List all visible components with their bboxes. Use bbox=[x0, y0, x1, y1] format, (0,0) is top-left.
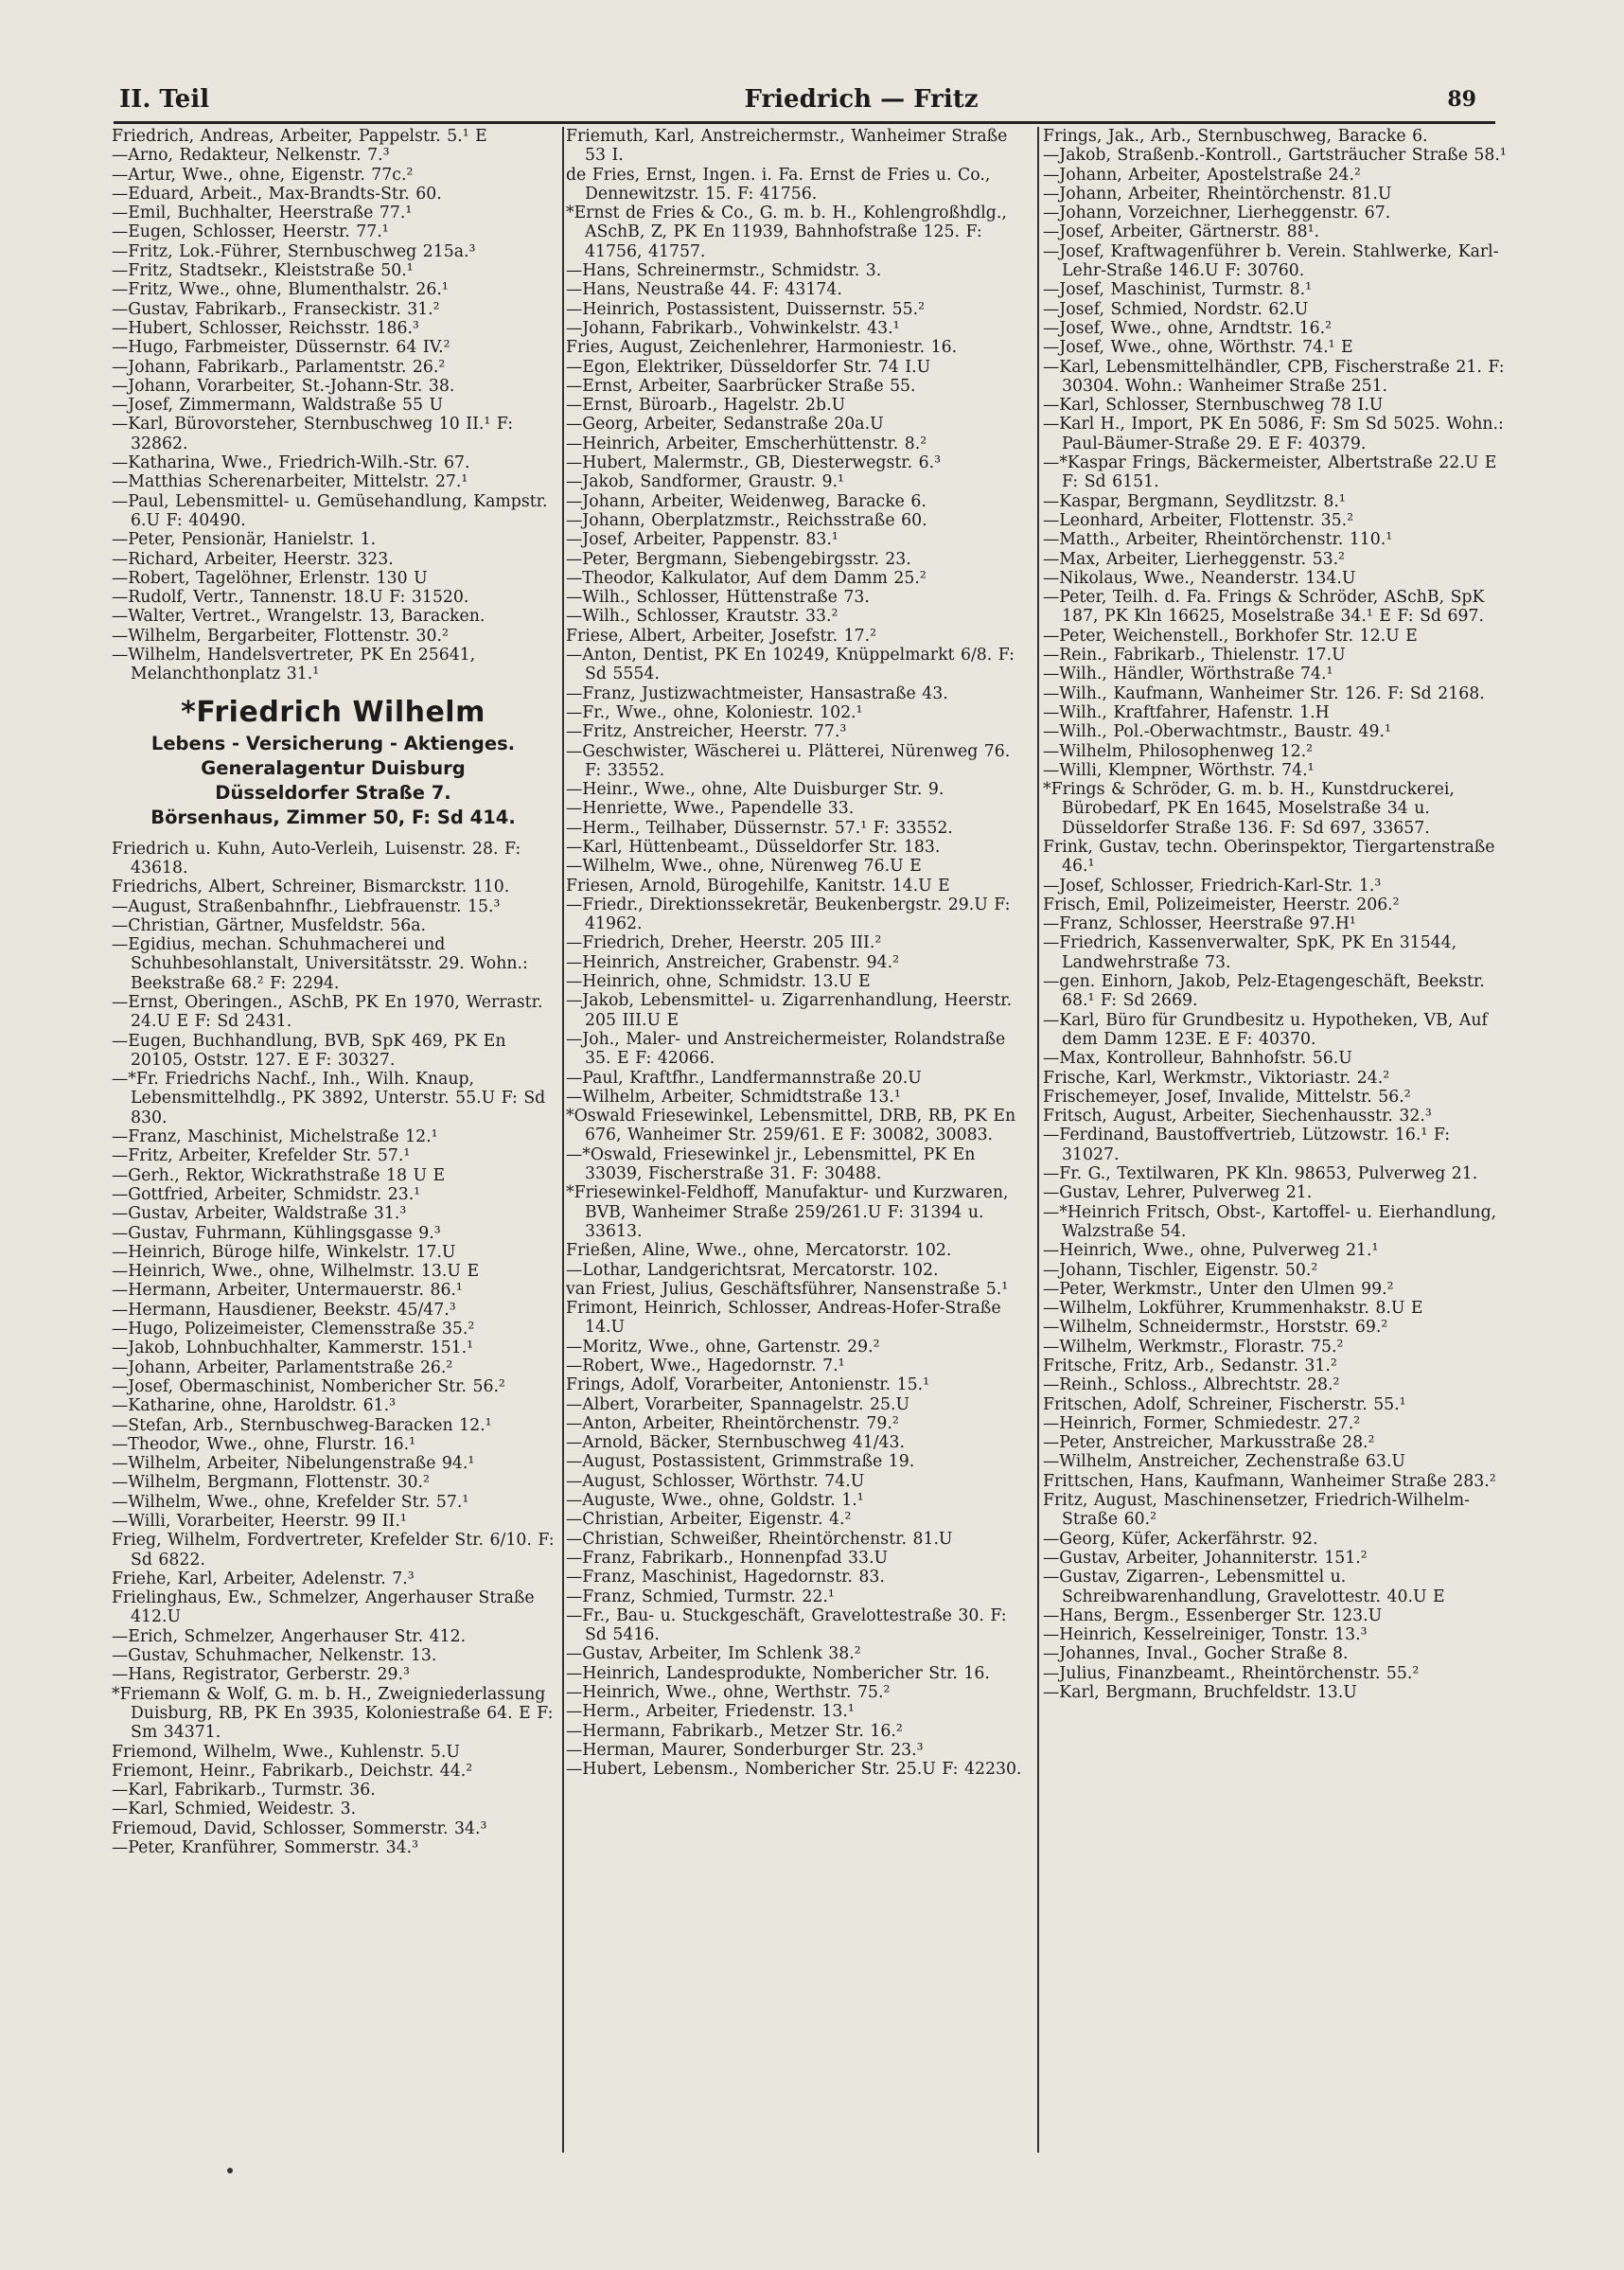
directory-entry: Friemoud, David, Schlosser, Sommerstr. 34.³ bbox=[112, 1818, 487, 1838]
directory-entry: —Johann, Arbeiter, Parlamentstraße 26.² bbox=[112, 1357, 453, 1377]
directory-entry: —Franz, Maschinist, Michelstraße 12.¹ bbox=[112, 1127, 438, 1147]
ad-line: Börsenhaus, Zimmer 50, F: Sd 414. bbox=[150, 806, 516, 828]
directory-entry: —Franz, Schmied, Turmstr. 22.¹ bbox=[566, 1587, 835, 1606]
directory-entry: van Friest, Julius, Geschäftsführer, Nansenstraße 5.¹ bbox=[566, 1279, 1009, 1299]
directory-entry: —Wilhelm, Arbeiter, Schmidtstraße 13.¹ bbox=[566, 1087, 901, 1107]
directory-entry: —Heinrich, Anstreicher, Grabenstr. 94.² bbox=[566, 952, 899, 972]
directory-entry: —Karl, Bürovorsteher, Sternbuschweg 10 II.¹ F: 32862. bbox=[112, 415, 514, 453]
directory-entry: —Friedrich, Kassenverwalter, SpK, PK En 31544, Landwehrstraße 73. bbox=[1043, 933, 1457, 972]
entry-list bbox=[112, 127, 555, 684]
directory-entry: —Reinh., Schloss., Albrechtstr. 28.² bbox=[1043, 1375, 1340, 1395]
directory-entry: —Josef, Wwe., ohne, Wörthstr. 74.¹ E bbox=[1043, 338, 1353, 358]
directory-entry: —Johann, Fabrikarb., Parlamentstr. 26.² bbox=[112, 357, 446, 377]
directory-entry: Fritschen, Adolf, Schreiner, Fischerstr. 55.¹ bbox=[1043, 1394, 1406, 1414]
directory-entry: —Joh., Maler- und Anstreichermeister, Rolandstraße 35. E F: 42066. bbox=[566, 1029, 1006, 1069]
directory-entry: —Gottfried, Arbeiter, Schmidstr. 23.¹ bbox=[112, 1184, 421, 1204]
directory-entry: —Matthias Scherenarbeiter, Mittelstr. 27.¹ bbox=[112, 472, 468, 492]
directory-entry: —Peter, Kranführer, Sommerstr. 34.³ bbox=[112, 1838, 419, 1858]
directory-entry: —Herm., Teilhaber, Düssernstr. 57.¹ F: 33552. bbox=[566, 818, 953, 838]
directory-entry: —Johann, Arbeiter, Rheintörchenstr. 81.U bbox=[1043, 184, 1392, 204]
directory-entry: —Fr., Wwe., ohne, Koloniestr. 102.¹ bbox=[566, 702, 863, 722]
directory-columns bbox=[112, 127, 1512, 2238]
directory-entry: Fries, August, Zeichenlehrer, Harmoniestr. 16. bbox=[566, 338, 958, 358]
directory-entry: —Wilhelm, Bergarbeiter, Flottenstr. 30.² bbox=[112, 626, 449, 646]
directory-entry: Frischemeyer, Josef, Invalide, Mittelstr. 56.² bbox=[1043, 1087, 1411, 1107]
directory-entry: —Peter, Bergmann, Siebengebirgsstr. 23. bbox=[566, 549, 911, 569]
directory-entry: —Wilhelm, Wwe., ohne, Nürenweg 76.U E bbox=[566, 857, 922, 877]
directory-entry: —Josef, Zimmermann, Waldstraße 55 U bbox=[112, 396, 444, 416]
directory-entry: —Peter, Teilh. d. Fa. Frings & Schröder, ASchB, SpK 187, PK Kln 16625, Moselstraße 34.¹ E F: Sd 697. bbox=[1043, 588, 1485, 627]
directory-entry: —Walter, Vertret., Wrangelstr. 13, Baracken. bbox=[112, 607, 485, 627]
directory-entry: —Ernst, Arbeiter, Saarbrücker Straße 55. bbox=[566, 376, 916, 396]
directory-entry: —Geschwister, Wäscherei u. Plätterei, Nürenweg 76. F: 33552. bbox=[566, 741, 1011, 780]
directory-entry: —Wilhelm, Schneidermstr., Horststr. 69.² bbox=[1043, 1318, 1388, 1338]
directory-entry: Frings, Adolf, Vorarbeiter, Antonienstr. 15.¹ bbox=[566, 1375, 930, 1395]
directory-entry: —Hugo, Farbmeister, Düssernstr. 64 IV.² bbox=[112, 338, 450, 358]
directory-entry: —Josef, Wwe., ohne, Arndtstr. 16.² bbox=[1043, 318, 1333, 338]
directory-entry: —Josef, Maschinist, Turmstr. 8.¹ bbox=[1043, 280, 1313, 300]
directory-entry: Frisch, Emil, Polizeimeister, Heerstr. 206.² bbox=[1043, 895, 1400, 914]
directory-entry: —Hermann, Fabrikarb., Metzer Str. 16.² bbox=[566, 1721, 903, 1741]
directory-entry: —Wilhelm, Handelsvertreter, PK En 25641, Melanchthonplatz 31.¹ bbox=[112, 646, 476, 684]
directory-entry: —Hans, Registrator, Gerberstr. 29.³ bbox=[112, 1665, 410, 1685]
directory-entry: —Willi, Klempner, Wörthstr. 74.¹ bbox=[1043, 760, 1315, 780]
ad-title: *Friedrich Wilhelm bbox=[181, 695, 485, 729]
directory-entry: Friemont, Heinr., Fabrikarb., Deichstr. 44.² bbox=[112, 1761, 473, 1781]
directory-entry: —Katharina, Wwe., Friedrich-Wilh.-Str. 67. bbox=[112, 453, 470, 473]
directory-entry: —Peter, Anstreicher, Markusstraße 28.² bbox=[1043, 1433, 1375, 1453]
directory-entry: —Friedr., Direktionssekretär, Beukenbergstr. 29.U F: 41962. bbox=[566, 895, 1011, 934]
directory-entry: Frische, Karl, Werkmstr., Viktoriastr. 24.² bbox=[1043, 1068, 1390, 1088]
directory-entry: —August, Straßenbahnfhr., Liebfrauenstr. 15.³ bbox=[112, 896, 501, 916]
directory-entry: —Eugen, Schlosser, Heerstr. 77.¹ bbox=[112, 222, 389, 242]
directory-entry: —Heinrich, Wwe., ohne, Wilhelmstr. 13.U E bbox=[112, 1262, 480, 1282]
directory-entry: —Heinrich, Wwe., ohne, Werthstr. 75.² bbox=[566, 1683, 891, 1703]
directory-entry: —Peter, Pensionär, Hanielstr. 1. bbox=[112, 530, 377, 550]
directory-entry: —Rudolf, Vertr., Tannenstr. 18.U F: 31520. bbox=[112, 588, 469, 608]
directory-entry: —Johann, Vorzeichner, Lierheggenstr. 67. bbox=[1043, 204, 1391, 223]
directory-entry: Fritsche, Fritz, Arb., Sedanstr. 31.² bbox=[1043, 1357, 1337, 1375]
directory-entry: —Hans, Neustraße 44. F: 43174. bbox=[566, 280, 842, 300]
directory-entry: —Hermann, Arbeiter, Untermauerstr. 86.¹ bbox=[112, 1281, 463, 1301]
directory-entry: —Heinrich, Wwe., ohne, Pulverweg 21.¹ bbox=[1043, 1241, 1379, 1261]
directory-entry: *Friemann & Wolf, G. m. b. H., Zweigniederlassung Duisburg, RB, PK En 3935, Koloniestraße 64. E F: Sm 34371. bbox=[112, 1684, 554, 1743]
directory-entry: —Matth., Arbeiter, Rheintörchenstr. 110.¹ bbox=[1043, 530, 1393, 550]
directory-entry: —Karl, Fabrikarb., Turmstr. 36. bbox=[112, 1781, 376, 1800]
directory-entry: —Johannes, Inval., Gocher Straße 8. bbox=[1043, 1644, 1349, 1664]
directory-entry: —Egidius, mechan. Schuhmacherei und Schuhbesohlanstalt, Universitätsstr. 29. Wohn.: Beekstraße 68.² F: 2294. bbox=[112, 935, 528, 993]
column-right bbox=[1043, 127, 1512, 2238]
directory-entry: —gen. Einhorn, Jakob, Pelz-Etagengeschäft, Beekstr. 68.¹ F: Sd 2669. bbox=[1043, 972, 1485, 1011]
directory-entry: —Christian, Arbeiter, Eigenstr. 4.² bbox=[566, 1510, 852, 1530]
directory-entry: —Peter, Weichenstell., Borkhofer Str. 12.U E bbox=[1043, 626, 1418, 646]
directory-entry: Frießen, Aline, Wwe., ohne, Mercatorstr. 102. bbox=[566, 1241, 952, 1261]
directory-entry: —Friedrich, Dreher, Heerstr. 205 III.² bbox=[566, 933, 882, 953]
directory-entry: —Fritz, Stadtsekr., Kleiststraße 50.¹ bbox=[112, 261, 414, 281]
directory-entry: —Herm., Arbeiter, Friedenstr. 13.¹ bbox=[566, 1702, 855, 1722]
directory-entry: Frielinghaus, Ew., Schmelzer, Angerhauser Straße 412.U bbox=[112, 1588, 535, 1627]
directory-entry: —Christian, Gärtner, Musfeldstr. 56a. bbox=[112, 915, 427, 935]
column-middle bbox=[566, 127, 1028, 2238]
directory-entry: —Fr. G., Textilwaren, PK Kln. 98653, Pulverweg 21. bbox=[1043, 1164, 1478, 1184]
directory-entry: —Fritz, Anstreicher, Heerstr. 77.³ bbox=[566, 722, 847, 742]
directory-entry: —Christian, Schweißer, Rheintörchenstr. 81.U bbox=[566, 1529, 953, 1549]
directory-entry: *Ernst de Fries & Co., G. m. b. H., Kohlengroßhdlg., ASchB, Z, PK En 11939, Bahnhofstraße 125. F: 41756, 41757. bbox=[566, 204, 1007, 261]
directory-entry: —Theodor, Wwe., ohne, Flurstr. 16.¹ bbox=[112, 1434, 416, 1454]
directory-entry: —Wilh., Pol.-Oberwachtmstr., Baustr. 49.¹ bbox=[1043, 722, 1391, 742]
directory-entry: Friedrich, Andreas, Arbeiter, Pappelstr. 5.¹ E bbox=[112, 127, 487, 146]
directory-entry: Friedrichs, Albert, Schreiner, Bismarckstr. 110. bbox=[112, 878, 510, 897]
directory-entry: —August, Postassistent, Grimmstraße 19. bbox=[566, 1452, 915, 1472]
directory-entry: —*Kaspar Frings, Bäckermeister, Albertstraße 22.U E F: Sd 6151. bbox=[1043, 453, 1497, 492]
directory-entry: —Hans, Bergm., Essenberger Str. 123.U bbox=[1043, 1605, 1383, 1625]
directory-entry: —Franz, Justizwachtmeister, Hansastraße 43. bbox=[566, 683, 948, 703]
directory-entry: —Albert, Vorarbeiter, Spannagelstr. 25.U bbox=[566, 1394, 910, 1414]
ad-line: Düsseldorfer Straße 7. bbox=[215, 781, 451, 804]
directory-entry: —Gustav, Lehrer, Pulverweg 21. bbox=[1043, 1183, 1313, 1203]
directory-entry: —Ernst, Büroarb., Hagelstr. 2b.U bbox=[566, 396, 846, 416]
column-left bbox=[112, 127, 555, 2238]
directory-entry: —Karl, Büro für Grundbesitz u. Hypotheken, VB, Auf dem Damm 123E. E F: 40370. bbox=[1043, 1010, 1488, 1049]
directory-entry: *Frings & Schröder, G. m. b. H., Kunstdruckerei, Bürobedarf, PK En 1645, Moselstraße 34 u. Düsseldorfer Straße 136. F: Sd 697, 33657. bbox=[1043, 780, 1455, 838]
directory-entry: —*Oswald, Friesewinkel jr., Lebensmittel, PK En 33039, Fischerstraße 31. F: 30488. bbox=[566, 1144, 976, 1184]
entry-list bbox=[112, 840, 555, 1858]
directory-entry: —Nikolaus, Wwe., Neanderstr. 134.U bbox=[1043, 568, 1356, 588]
directory-entry: —Heinr., Wwe., ohne, Alte Duisburger Str. 9. bbox=[566, 780, 944, 800]
directory-entry: —*Fr. Friedrichs Nachf., Inh., Wilh. Knaup, Lebensmittelhdlg., PK 3892, Unterstr. 55.U F: Sd 830. bbox=[112, 1070, 546, 1127]
ad-line: Lebens - Versicherung - Aktienges. bbox=[150, 732, 516, 754]
directory-entry: —Wilhelm, Arbeiter, Nibelungenstraße 94.¹ bbox=[112, 1454, 475, 1474]
directory-entry: —Ernst, Oberingen., ASchB, PK En 1970, Werrastr. 24.U E F: Sd 2431. bbox=[112, 992, 543, 1032]
directory-entry: —Wilhelm, Philosophenweg 12.² bbox=[1043, 741, 1314, 761]
page-header bbox=[114, 83, 1495, 124]
directory-entry: —Johann, Arbeiter, Apostelstraße 24.² bbox=[1043, 165, 1361, 185]
directory-entry: —Gustav, Arbeiter, Johanniterstr. 151.² bbox=[1043, 1548, 1368, 1568]
directory-entry: —Hubert, Malermstr., GB, Diesterwegstr. 6.³ bbox=[566, 453, 942, 473]
directory-entry: —Fritz, Wwe., ohne, Blumenthalstr. 26.¹ bbox=[112, 280, 449, 300]
directory-entry: —Heinrich, Postassistent, Duissernstr. 55.² bbox=[566, 299, 926, 319]
directory-entry: —Paul, Kraftfhr., Landfermannstraße 20.U bbox=[566, 1068, 922, 1088]
ink-dot bbox=[227, 2168, 233, 2173]
directory-entry: —Josef, Kraftwagenführer b. Verein. Stahlwerke, Karl-Lehr-Straße 146.U F: 30760. bbox=[1043, 241, 1499, 281]
directory-entry: —Eduard, Arbeit., Max-Brandts-Str. 60. bbox=[112, 184, 442, 204]
directory-entry: —Johann, Tischler, Eigenstr. 50.² bbox=[1043, 1260, 1318, 1280]
directory-entry: —Jakob, Lebensmittel- u. Zigarrenhandlung, Heerstr. 205 III.U E bbox=[566, 991, 1013, 1030]
directory-entry: —Wilh., Händler, Wörthstraße 74.¹ bbox=[1043, 665, 1333, 684]
directory-entry: —Josef, Arbeiter, Gärtnerstr. 88¹. bbox=[1043, 222, 1320, 242]
directory-entry: Frittschen, Hans, Kaufmann, Wanheimer Straße 283.² bbox=[1043, 1471, 1496, 1491]
directory-entry: —Max, Kontrolleur, Bahnhofstr. 56.U bbox=[1043, 1049, 1352, 1069]
page-number: 89 bbox=[1447, 87, 1476, 112]
directory-entry: —Erich, Schmelzer, Angerhauser Str. 412. bbox=[112, 1626, 467, 1646]
directory-entry: —Wilh., Schlosser, Hüttenstraße 73. bbox=[566, 588, 870, 608]
directory-entry: —Auguste, Wwe., ohne, Goldstr. 1.¹ bbox=[566, 1491, 864, 1511]
directory-entry: Friedrich u. Kuhn, Auto-Verleih, Luisenstr. 28. F: 43618. bbox=[112, 839, 521, 878]
directory-entry: —Lothar, Landgerichtsrat, Mercatorstr. 102. bbox=[566, 1260, 939, 1280]
directory-entry: —Karl H., Import, PK En 5086, F: Sm Sd 5025. Wohn.: Paul-Bäumer-Straße 29. E F: 40379. bbox=[1043, 415, 1504, 453]
directory-entry: —Gustav, Fuhrmann, Kühlingsgasse 9.³ bbox=[112, 1223, 441, 1243]
directory-entry: —Hugo, Polizeimeister, Clemensstraße 35.² bbox=[112, 1320, 475, 1339]
directory-entry: —Emil, Buchhalter, Heerstraße 77.¹ bbox=[112, 204, 413, 223]
directory-entry: —Karl, Lebensmittelhändler, CPB, Fischerstraße 21. F: 30304. Wohn.: Wanheimer Straße 251. bbox=[1043, 357, 1505, 396]
directory-entry: —Eugen, Buchhandlung, BVB, SpK 469, PK En 20105, Oststr. 127. E F: 30327. bbox=[112, 1031, 506, 1070]
directory-entry: Frink, Gustav, techn. Oberinspektor, Tiergartenstraße 46.¹ bbox=[1043, 837, 1495, 877]
directory-entry: —Johann, Oberplatzmstr., Reichsstraße 60. bbox=[566, 510, 927, 530]
directory-entry: —Gustav, Zigarren-, Lebensmittel u. Schreibwarenhandlung, Gravelottestr. 40.U E bbox=[1043, 1568, 1445, 1606]
directory-entry: *Friesewinkel-Feldhoff, Manufaktur- und Kurzwaren, BVB, Wanheimer Straße 259/261.U F: 31394 u. 33613. bbox=[566, 1183, 1009, 1241]
directory-entry: —Fritz, Arbeiter, Krefelder Str. 57.¹ bbox=[112, 1146, 411, 1166]
directory-entry: —Wilhelm, Lokführer, Krummenhakstr. 8.U E bbox=[1043, 1299, 1423, 1319]
directory-entry: —Franz, Schlosser, Heerstraße 97.H¹ bbox=[1043, 914, 1356, 934]
directory-entry: —*Heinrich Fritsch, Obst-, Kartoffel- u. Eierhandlung, Walzstraße 54. bbox=[1043, 1202, 1497, 1241]
directory-entry: —Stefan, Arb., Sternbuschweg-Baracken 12.¹ bbox=[112, 1415, 492, 1435]
directory-entry: —Max, Arbeiter, Lierheggenstr. 53.² bbox=[1043, 549, 1345, 569]
directory-entry: —Gustav, Schuhmacher, Nelkenstr. 13. bbox=[112, 1646, 437, 1666]
directory-entry: —Hubert, Lebensm., Nombericher Str. 25.U F: 42230. bbox=[566, 1760, 1022, 1780]
directory-entry: —August, Schlosser, Wörthstr. 74.U bbox=[566, 1471, 865, 1491]
directory-entry: —Fr., Bau- u. Stuckgeschäft, Gravelottestraße 30. F: Sd 5416. bbox=[566, 1605, 1007, 1645]
directory-entry: —Hans, Schreinermstr., Schmidstr. 3. bbox=[566, 261, 882, 281]
directory-entry: Friehe, Karl, Arbeiter, Adelenstr. 7.³ bbox=[112, 1569, 415, 1588]
directory-entry: —Josef, Arbeiter, Pappenstr. 83.¹ bbox=[566, 530, 838, 550]
directory-entry: —Hubert, Schlosser, Reichsstr. 186.³ bbox=[112, 318, 419, 338]
directory-entry: —Georg, Küfer, Ackerfährstr. 92. bbox=[1043, 1529, 1318, 1549]
directory-entry: —Katharine, ohne, Haroldstr. 61.³ bbox=[112, 1396, 397, 1416]
directory-entry: —Franz, Fabrikarb., Honnenpfad 33.U bbox=[566, 1548, 889, 1568]
directory-entry: —Wilhelm, Anstreicher, Zechenstraße 63.U bbox=[1043, 1452, 1405, 1472]
directory-entry: —Rein., Fabrikarb., Thielenstr. 17.U bbox=[1043, 646, 1346, 665]
directory-entry: —Henriette, Wwe., Papendelle 33. bbox=[566, 799, 855, 819]
directory-entry: —Kaspar, Bergmann, Seydlitzstr. 8.¹ bbox=[1043, 491, 1346, 511]
directory-entry: —Theodor, Kalkulator, Auf dem Damm 25.² bbox=[566, 568, 927, 588]
directory-entry: Frings, Jak., Arb., Sternbuschweg, Baracke 6. bbox=[1043, 127, 1428, 146]
directory-entry: —Gerh., Rektor, Wickrathstraße 18 U E bbox=[112, 1165, 446, 1185]
directory-entry: —Wilhelm, Wwe., ohne, Krefelder Str. 57.¹ bbox=[112, 1492, 469, 1512]
directory-entry: —Richard, Arbeiter, Heerstr. 323. bbox=[112, 549, 394, 569]
directory-entry: —Josef, Schlosser, Friedrich-Karl-Str. 1.³ bbox=[1043, 876, 1382, 896]
directory-entry: —Peter, Werkmstr., Unter den Ulmen 99.² bbox=[1043, 1279, 1394, 1299]
directory-entry: de Fries, Ernst, Ingen. i. Fa. Ernst de Fries u. Co., Dennewitzstr. 15. F: 41756. bbox=[566, 165, 991, 204]
directory-entry: —Willi, Vorarbeiter, Heerstr. 99 II.¹ bbox=[112, 1512, 407, 1531]
section-label: II. Teil bbox=[119, 85, 210, 114]
directory-entry: —Leonhard, Arbeiter, Flottenstr. 35.² bbox=[1043, 510, 1354, 530]
directory-entry: —Heinrich, Kesselreiniger, Tonstr. 13.³ bbox=[1043, 1625, 1368, 1645]
directory-entry: Friemuth, Karl, Anstreichermstr., Wanheimer Straße 53 I. bbox=[566, 127, 1008, 166]
directory-entry: Frieg, Wilhelm, Fordvertreter, Krefelder Str. 6/10. F: Sd 6822. bbox=[112, 1531, 555, 1569]
directory-entry: —Johann, Fabrikarb., Vohwinkelstr. 43.¹ bbox=[566, 318, 900, 338]
directory-entry: —Moritz, Wwe., ohne, Gartenstr. 29.² bbox=[566, 1337, 880, 1357]
directory-entry: —Karl, Schmied, Weidestr. 3. bbox=[112, 1800, 357, 1819]
directory-entry: —Heinrich, Arbeiter, Emscherhüttenstr. 8.² bbox=[566, 434, 927, 453]
directory-entry: —Gustav, Fabrikarb., Franseckistr. 31.² bbox=[112, 299, 440, 319]
directory-entry: —Heinrich, Former, Schmiedestr. 27.² bbox=[1043, 1413, 1361, 1433]
directory-entry: —Johann, Vorarbeiter, St.-Johann-Str. 38. bbox=[112, 376, 455, 396]
running-title: Friedrich — Fritz bbox=[744, 85, 979, 114]
directory-entry: —Wilhelm, Werkmstr., Florastr. 75.² bbox=[1043, 1337, 1344, 1357]
directory-entry: —Franz, Maschinist, Hagedornstr. 83. bbox=[566, 1568, 885, 1587]
directory-entry: —Hermann, Hausdiener, Beekstr. 45/47.³ bbox=[112, 1300, 456, 1320]
directory-entry: —Heinrich, Landesprodukte, Nombericher Str. 16. bbox=[566, 1663, 990, 1683]
directory-entry: Friemond, Wilhelm, Wwe., Kuhlenstr. 5.U bbox=[112, 1742, 460, 1762]
directory-entry: —Josef, Obermaschinist, Nombericher Str. 56.² bbox=[112, 1376, 505, 1396]
directory-entry: —Arnold, Bäcker, Sternbuschweg 41/43. bbox=[566, 1433, 905, 1453]
directory-entry: Frimont, Heinrich, Schlosser, Andreas-Hofer-Straße 14.U bbox=[566, 1299, 1001, 1338]
directory-entry: —Gustav, Arbeiter, Im Schlenk 38.² bbox=[566, 1644, 861, 1664]
directory-entry: —Paul, Lebensmittel- u. Gemüsehandlung, Kampstr. 6.U F: 40490. bbox=[112, 491, 548, 530]
directory-entry: —Wilh., Kraftfahrer, Hafenstr. 1.H bbox=[1043, 702, 1330, 722]
directory-entry: —Jakob, Straßenb.-Kontroll., Gartsträucher Straße 58.¹ bbox=[1043, 146, 1507, 166]
directory-entry: —Johann, Arbeiter, Weidenweg, Baracke 6. bbox=[566, 491, 927, 511]
directory-entry: —Ferdinand, Baustoffvertrieb, Lützowstr. 16.¹ F: 31027. bbox=[1043, 1126, 1451, 1164]
directory-entry: —Josef, Schmied, Nordstr. 62.U bbox=[1043, 299, 1309, 319]
directory-entry: Fritz, August, Maschinensetzer, Friedrich-Wilhelm-Straße 60.² bbox=[1043, 1491, 1471, 1530]
directory-entry: —Jakob, Lohnbuchhalter, Kammerstr. 151.¹ bbox=[112, 1339, 474, 1358]
directory-entry: —Karl, Schlosser, Sternbuschweg 78 I.U bbox=[1043, 396, 1384, 416]
directory-entry: —Jakob, Sandformer, Graustr. 9.¹ bbox=[566, 472, 844, 492]
directory-entry: —Egon, Elektriker, Düsseldorfer Str. 74 I.U bbox=[566, 357, 931, 377]
directory-entry: —Fritz, Lok.-Führer, Sternbuschweg 215a.³ bbox=[112, 241, 476, 261]
directory-entry: —Karl, Bergmann, Bruchfeldstr. 13.U bbox=[1043, 1683, 1357, 1703]
directory-entry: —Robert, Wwe., Hagedornstr. 7.¹ bbox=[566, 1357, 845, 1375]
directory-entry: —Heinrich, ohne, Schmidstr. 13.U E bbox=[566, 972, 871, 992]
directory-entry: —Gustav, Arbeiter, Waldstraße 31.³ bbox=[112, 1204, 407, 1224]
directory-entry: —Wilhelm, Bergmann, Flottenstr. 30.² bbox=[112, 1473, 430, 1493]
directory-entry: —Artur, Wwe., ohne, Eigenstr. 77c.² bbox=[112, 165, 414, 185]
directory-entry: —Anton, Arbeiter, Rheintörchenstr. 79.² bbox=[566, 1413, 899, 1433]
advertisement-box bbox=[112, 694, 555, 830]
ad-line: Generalagentur Duisburg bbox=[201, 756, 466, 779]
directory-entry: —Arno, Redakteur, Nelkenstr. 7.³ bbox=[112, 146, 390, 166]
directory-entry: —Georg, Arbeiter, Sedanstraße 20a.U bbox=[566, 415, 884, 434]
directory-entry: *Oswald Friesewinkel, Lebensmittel, DRB, RB, PK En 676, Wanheimer Str. 259/61. E F: 30082, 30083. bbox=[566, 1107, 1016, 1145]
directory-entry: —Wilh., Kaufmann, Wanheimer Str. 126. F: Sd 2168. bbox=[1043, 683, 1485, 703]
directory-entry: Fritsch, August, Arbeiter, Siechenhausstr. 32.³ bbox=[1043, 1107, 1432, 1126]
directory-entry: —Karl, Hüttenbeamt., Düsseldorfer Str. 183. bbox=[566, 837, 941, 857]
directory-entry: Friese, Albert, Arbeiter, Josefstr. 17.² bbox=[566, 626, 877, 646]
directory-entry: —Wilh., Schlosser, Krautstr. 33.² bbox=[566, 607, 838, 627]
directory-entry: —Herman, Maurer, Sonderburger Str. 23.³ bbox=[566, 1740, 924, 1760]
directory-entry: —Anton, Dentist, PK En 10249, Knüppelmarkt 6/8. F: Sd 5554. bbox=[566, 646, 1015, 684]
directory-entry: Friesen, Arnold, Bürogehilfe, Kanitstr. 14.U E bbox=[566, 876, 950, 896]
directory-entry: —Robert, Tagelöhner, Erlenstr. 130 U bbox=[112, 568, 428, 588]
directory-entry: —Heinrich, Büroge hilfe, Winkelstr. 17.U bbox=[112, 1242, 456, 1262]
directory-entry: —Julius, Finanzbeamt., Rheintörchenstr. 55.² bbox=[1043, 1663, 1420, 1683]
